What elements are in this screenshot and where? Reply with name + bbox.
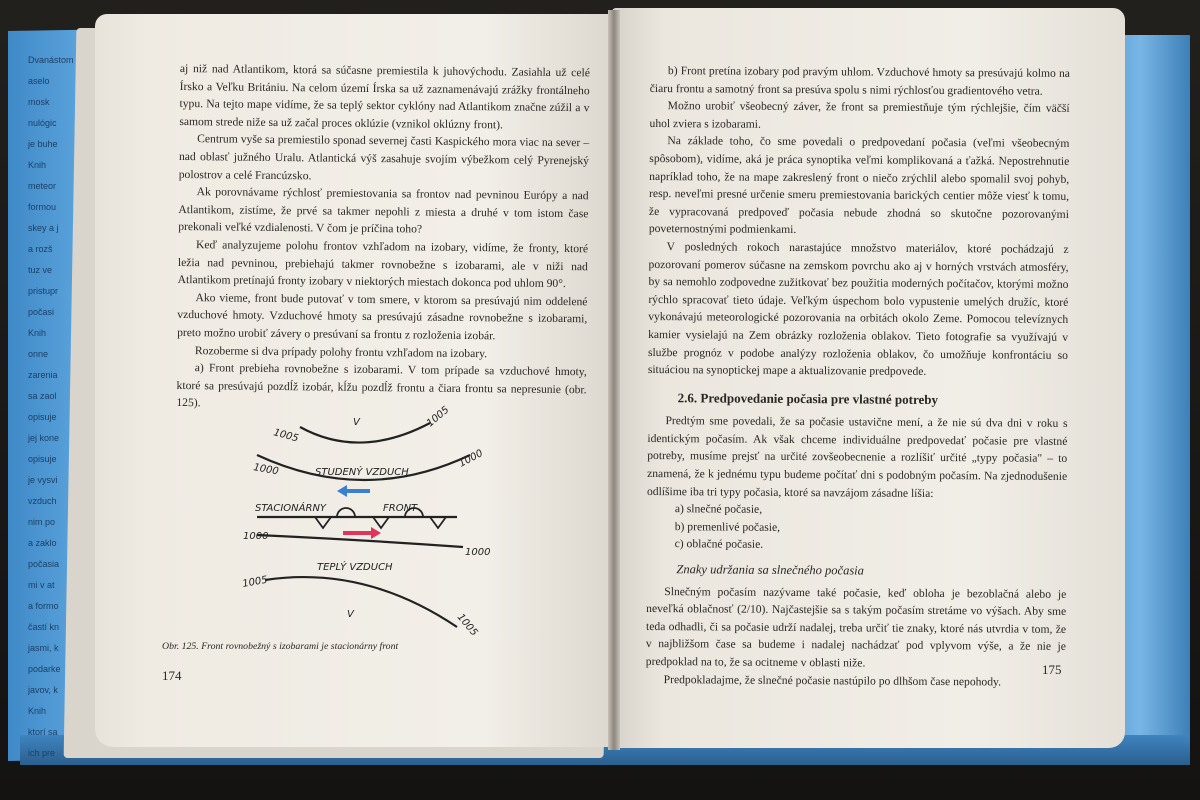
paragraph: Slnečným počasím nazývame také počasie, keď obloha je bezoblačná alebo je neveľká oblačnosť (2/10). Najčastejšie sa s takým počasím stretáme vo výšach. Aby sme teda odhadli, či sa počasie udrží nadalej, treba určiť tie znaky, ktoré nás utvrdia v tom, že v najbližšom čase sa budeme i nadalej nachádzať pod vplyvom výše, a že nie je predpoklad na to, že sa ocitneme v oblasti niže. [645, 584, 1067, 670]
diagram-label: 1005 [424, 404, 452, 430]
spine-text-line: je buhe [28, 139, 58, 149]
cold-front-triangle [430, 517, 446, 528]
spine-text-line: jasmi, k [28, 643, 59, 653]
right-page-text [646, 62, 1070, 691]
spine-text-line: a zaklo [28, 538, 57, 548]
paragraph: Možno urobiť všeobecný záver, že front sa premiestňuje tým rýchlejšie, čím väčší uhol zviera s izobarami. [649, 99, 1070, 131]
isobar-1005-bottom [265, 577, 457, 627]
page-number-right: 175 [1042, 662, 1062, 677]
spine-text-line: onne [28, 349, 49, 359]
book-gutter [608, 10, 620, 750]
spine-text-line: aselo [28, 76, 50, 86]
paragraph: Ak porovnávame rýchlosť premiestovania sa frontov nad pevninou Európy a nad Atlantikom, zistíme, že prvé sa takmer nepohli z miesta a druhé v tom istom čase prekonali veľké vzdialenosti. V čom je príčina toho? [178, 185, 589, 236]
cold-front-triangle [315, 517, 331, 528]
section-title: 2.6. Predpovedanie počasia pre vlastné potreby [677, 389, 939, 407]
isobar-1005-top [300, 423, 430, 443]
paragraph: V posledných rokoch narastajúce množstvo materiálov, ktoré pochádzajú z pozorovaní pomerov súčasne na zemskom povrchu ako aj v horných vrstvách atmosféry, by sa nemohlo zodpovedne zužitkovať bez použitia moderných počítačov, ktorými možno rýchlo spracovať tieto údaje. Veľkým úspechom bolo vypustenie umelých družíc, ktoré vykonávajú meteorologické pozorovania na orbitách okolo Zeme. Pomocou televíznych kamier vysielajú na Zem obrázky rozloženia oblakov. Tieto fotografie sa využívajú v službe prognóz v podobe analýzy rozloženia oblakov, čo umožňuje konfrontáciu so situáciou na synoptickej mape a aktualizovanie predpovede. [647, 240, 1069, 379]
cold-front-triangle [373, 517, 389, 528]
page-number-left: 174 [162, 668, 182, 683]
spine-text-line: nim po [28, 517, 56, 527]
spine-text-line: jej kone [28, 433, 60, 443]
spine-text-line: zarenia [28, 370, 58, 380]
spine-text-line: a formo [28, 601, 59, 611]
paragraph: Predtým sme povedali, že sa počasie ustavične mení, a že nie sú dva dni v roku s identickým počasím. Ak však chceme individuálne predpovedať počasie pre vlastné potreby, musíme prejsť na určité zovšeobecnenie a rozlíšiť určité „typy počasia" – to znamená, že k jednému typu budeme počítať dni s podobným počasím. Na zjednodušenie odlíšime iba tri typy počasia, ktoré sa navzájom zásadne líšia: [646, 414, 1068, 500]
list-item: c) oblačné počasie. [674, 537, 764, 552]
spine-text-line: tuz ve [28, 265, 53, 275]
diagram-label: 1000 [243, 531, 269, 542]
type-list [647, 500, 1067, 556]
diagram-label: 1000 [465, 547, 491, 558]
diagram-label: FRONT [383, 503, 418, 514]
diagram-label: STACIONÁRNY [255, 503, 327, 514]
diagram-label: V [353, 417, 360, 428]
diagram-label: V [347, 609, 354, 620]
spine-text-line: ktorí sa [28, 727, 58, 737]
spine-text-line: ich pre [28, 748, 56, 758]
list-item: a) slnečné počasie, [674, 502, 763, 517]
paragraph: a) Front prebieha rovnobežne s izobarami. V tom prípade sa vzduchové hmoty, ktoré sa presúvajú pozdĺž izobár, kĺžu pozdĺž frontu a čiara frontu sa nepresunie (obr. 125). [176, 361, 587, 410]
warm-front-semicircle [337, 508, 355, 517]
spine-text-line: nulógic [28, 118, 57, 128]
paragraph: Predpokladajme, že slnečné počasie nastúpilo po dlhšom čase nepohody. [663, 672, 1002, 689]
spine-text-line: pristupr [28, 286, 59, 296]
spine-text-line: formou [28, 202, 57, 212]
diagram-label: 1005 [454, 611, 480, 639]
spine-text-line: a rozš [28, 244, 53, 254]
warm-air-arrow [343, 527, 381, 539]
spine-text-line: Knih [28, 706, 47, 716]
isobar-front-diagram [225, 395, 525, 639]
left-page-text [176, 60, 590, 416]
figure-caption: Obr. 125. Front rovnobežný s izobarami je stacionárny front [162, 641, 399, 652]
subsection-title: Znaky udržania sa slnečného počasia [676, 562, 864, 578]
diagram-label: STUDENÝ VZDUCH [315, 467, 409, 478]
cold-air-arrow [337, 485, 370, 497]
spine-text-line: častí kn [28, 622, 60, 632]
diagram-label: TEPLÝ VZDUCH [317, 562, 393, 573]
spine-text-line: Knih [28, 160, 47, 170]
spine-text-line: podarke [28, 664, 61, 674]
paragraph: aj niž nad Atlantikom, ktorá sa súčasne premiestila k juhovýchodu. Zasiahla už celé Írsko a Veľku Britániu. Na celom území Írska sa už zaznamenávajú zrážky frontálneho typu. Na tejto mape vidíme, že sa teplý sektor cyklóny nad Atlantikom značne zúžil a v samom strede niže sa už začal proces oklúzie (vznikol oklúzny front). [179, 61, 590, 132]
spine-text-line: javov, k [28, 685, 58, 695]
isobar-1000-bottom [257, 535, 463, 547]
diagram-label: 1005 [241, 574, 269, 590]
spine-text-line: meteor [28, 181, 57, 191]
diagram-label: 1000 [252, 462, 280, 478]
spine-text-line: je vysvi [28, 475, 58, 485]
spine-text-line: mosk [28, 97, 50, 107]
spine-text-line: opisuje [28, 454, 57, 464]
diagram-label: 1005 [272, 427, 300, 445]
paragraph: Rozoberme si dva prípady polohy frontu vzhľadom na izobary. [194, 343, 488, 360]
paragraph: Na základe toho, čo sme povedali o predpovedaní počasia (veľmi všeobecným spôsobom), vidíme, aká je práca synoptika veľmi komplikovaná a ťažká. Nepostrehnutie napríklad toho, že na mape zakreslený front o niečo zrýchlil alebo spomalil svoj pohyb, resp. neveľmi presné určenie smeru premiestovania barických centier môže viesť k tomu, že vypracovaná predpoveď počasia nebude zhodná so skutočne pozorovanými poveternostnými podmienkami. [648, 134, 1070, 237]
spine-text-line: sa zaol [28, 391, 57, 401]
spine-text-line: opisuje [28, 412, 57, 422]
paragraph: b) Front pretína izobary pod pravým uhlom. Vzduchové hmoty sa presúvajú kolmo na čiaru frontu a samotný front sa presúva spolu s nimi rýchlosťou gradientového vetra. [649, 64, 1070, 98]
spine-text-line: mi v at [28, 580, 55, 590]
spine-text-line: skey a j [28, 223, 59, 233]
spine-text-line: počasia [28, 559, 60, 569]
spine-text-line: vzduch [28, 496, 57, 506]
spine-text-line: Dvanástom [28, 55, 74, 65]
paragraph: Centrum vyše sa premiestilo sponad severnej časti Kaspického mora viac na sever – nad oblasť južného Uralu. Atlantická výš zasahuje svojím výbežkom celý Pyrenejský polostrov a celé Francúzsko. [178, 132, 590, 182]
paragraph: Keď analyzujeme polohu frontov vzhľadom na izobary, vidíme, že fronty, ktoré ležia nad pevninou, prebiehajú takmer rovnobežne s izobarami, ale v niži nad Atlantikom pretínajú fronty izobary v niektorých miestach dokonca pod uhlom 90°. [177, 238, 589, 291]
list-item: b) premenlivé počasie, [674, 520, 781, 534]
paragraph: Ako vieme, front bude putovať v tom smere, v ktorom sa presúvajú nim oddelené vzduchové hmoty. Vzduchové hmoty sa presúvajú zásadne rovnobežne s izobarami, preto možno urobiť závery o presúvaní sa frontu z rozloženia izobár. [177, 290, 588, 343]
diagram-label: 1000 [457, 447, 485, 470]
spine-text-line: počasi [28, 307, 55, 317]
spine-text-line: Knih [28, 328, 47, 338]
